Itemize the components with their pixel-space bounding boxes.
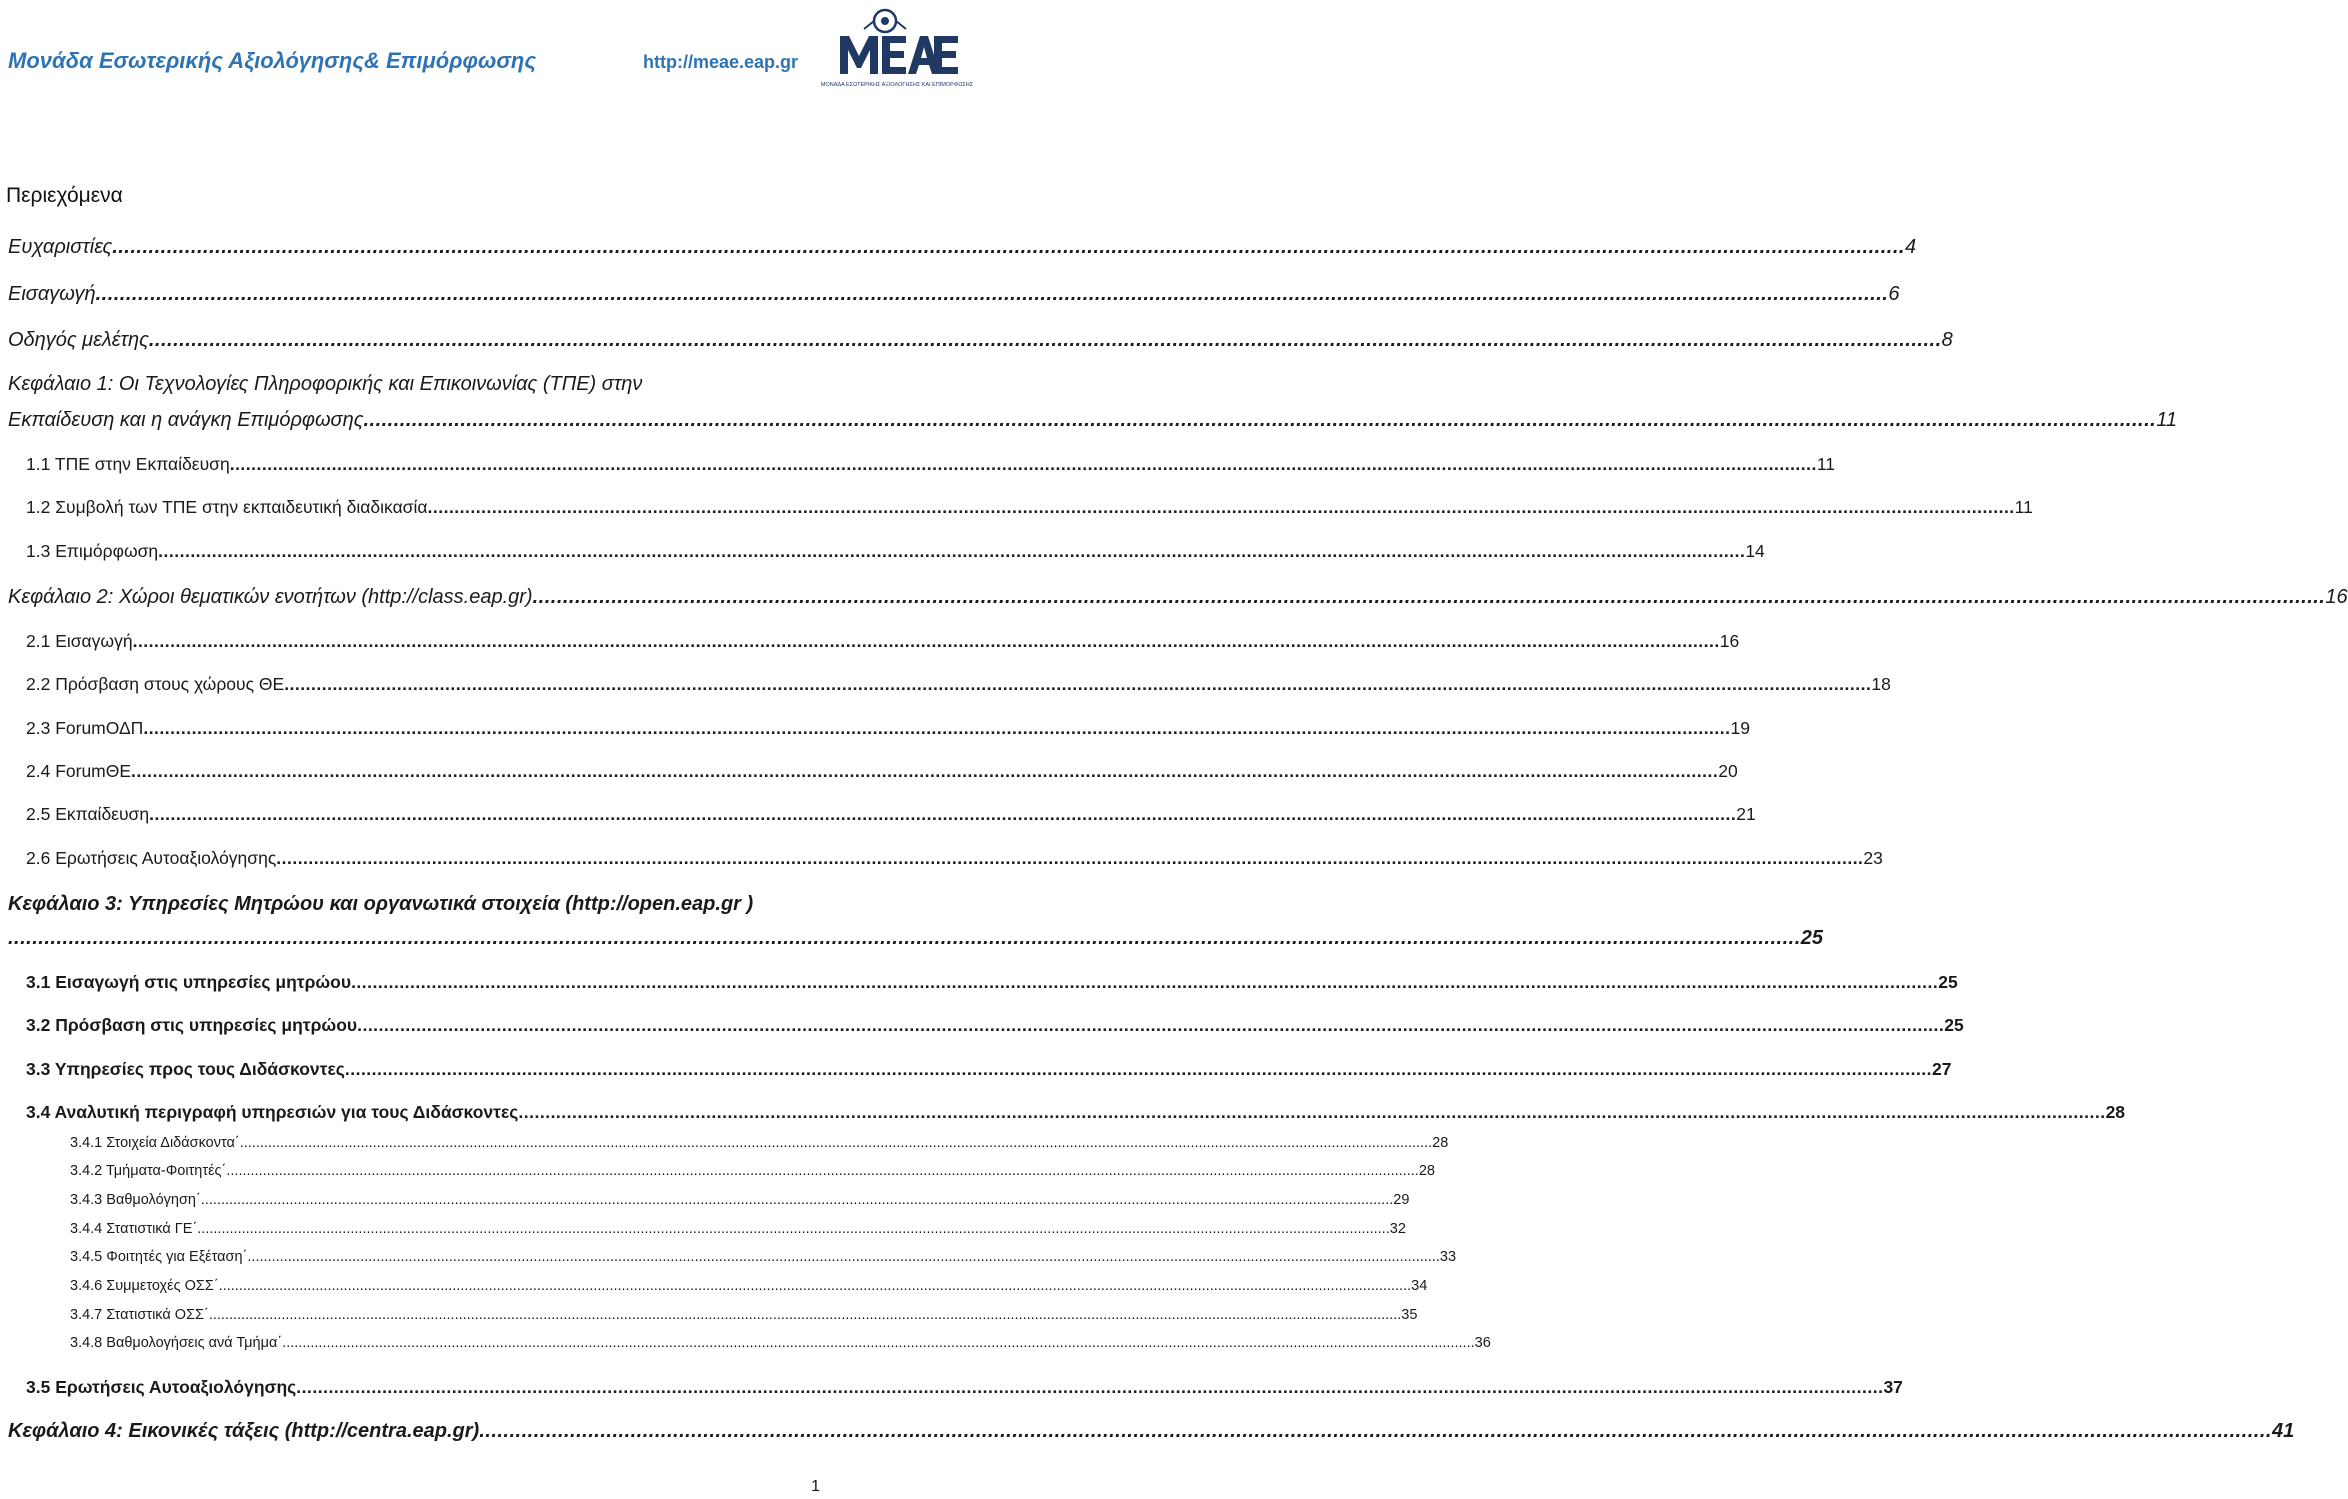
toc-entry-label: 3.4.7 Στατιστικά ΟΣΣ΄: [70, 1307, 209, 1323]
toc-entry-page: 25: [1944, 1015, 1964, 1035]
toc-entry-label: 3.4 Αναλυτική περιγραφή υπηρεσιών για τους Διδάσκοντες: [26, 1102, 519, 1122]
toc-entry[interactable]: [26, 1059, 1952, 1080]
header-url[interactable]: http://meae.eap.gr: [643, 52, 799, 72]
toc-entry-page: 28: [1432, 1135, 1449, 1151]
toc-entry-label: 3.4.8 Βαθμολογήσεις ανά Τμήμα΄: [70, 1335, 283, 1351]
toc-entry-page: 21: [1736, 804, 1756, 824]
logo-subtitle: ΜΟΝΑΔΑ ΕΣΩΤΕΡΙΚΗΣ ΑΞΙΟΛΟΓΗΣΗΣ ΚΑΙ ΕΠΙΜΟΡΦΩΣΗΣ: [820, 82, 974, 88]
toc-entry[interactable]: [26, 454, 1836, 475]
toc-entry-page: 34: [1411, 1278, 1428, 1294]
toc-entry-label: 3.4.2 Τμήματα-Φοιτητές΄: [70, 1163, 227, 1179]
leader-dots: [226, 1163, 1418, 1179]
toc-entry-page: 11: [2156, 409, 2177, 431]
toc-entry-page: 14: [1745, 541, 1765, 561]
toc-entry-label: 1.1 ΤΠΕ στην Εκπαίδευση: [26, 454, 230, 474]
leader-dots: [112, 236, 1905, 259]
toc-entry[interactable]: [26, 1015, 1964, 1036]
leader-dots: [219, 1278, 1411, 1294]
leader-dots: [240, 1135, 1432, 1151]
toc-entry-label: 2.3 ForumΟΔΠ: [26, 718, 144, 738]
toc-entry-page: 4: [1904, 236, 1917, 258]
toc-entry-label-line1[interactable]: Κεφάλαιο 3: Υπηρεσίες Μητρώου και οργανωτικά στοιχεία (http://open.eap.gr ): [8, 893, 754, 915]
toc-entry-label: 3.3 Υπηρεσίες προς τους Διδάσκοντες: [26, 1059, 345, 1079]
toc-entry-label: 2.6 Ερωτήσεις Αυτοαξιολόγησης: [26, 848, 277, 868]
toc-entry-page: 36: [1474, 1335, 1491, 1351]
toc-entry[interactable]: [70, 1307, 1418, 1323]
toc-entry-label: 3.1 Εισαγωγή στις υπηρεσίες μητρώου: [26, 972, 352, 992]
toc-entry-label: 3.5 Ερωτήσεις Αυτοαξιολόγησης: [26, 1377, 297, 1397]
toc-entry-label: 2.5 Εκπαίδευση: [26, 804, 150, 824]
toc-entry-label: Οδηγός μελέτης: [8, 329, 149, 351]
toc-entry[interactable]: [26, 674, 1891, 695]
leader-dots: [8, 927, 1801, 950]
toc-entry-label: 2.1 Εισαγωγή: [26, 631, 133, 651]
toc-entry-label: 3.4.4 Στατιστικά ΓΕ΄: [70, 1221, 198, 1237]
toc-entry-page: 29: [1393, 1192, 1410, 1208]
toc-entry-page: 16: [1719, 631, 1740, 651]
toc-entry[interactable]: [8, 283, 1900, 306]
toc-entry-page: 35: [1401, 1307, 1418, 1323]
leader-dots: [479, 1420, 2272, 1443]
toc-entry-page: 25: [1938, 972, 1958, 992]
toc-entry[interactable]: [8, 236, 1917, 259]
leader-dots: [133, 631, 1720, 652]
toc-entry[interactable]: [26, 497, 2033, 518]
page-number: 1: [811, 1478, 820, 1495]
toc-entry[interactable]: [26, 972, 1958, 993]
toc-entry-label-line1[interactable]: Κεφάλαιο 1: Οι Τεχνολογίες Πληροφορικής και Επικοινωνίας (ΤΠΕ) στην: [8, 373, 643, 395]
toc-entry[interactable]: [8, 927, 1824, 950]
toc-entry[interactable]: [8, 329, 1953, 352]
leader-dots: [143, 718, 1730, 739]
leader-dots: [209, 1307, 1401, 1323]
leader-dots: [276, 848, 1863, 869]
leader-dots: [149, 804, 1736, 825]
leader-dots: [533, 586, 2326, 609]
toc-entry-page: 32: [1389, 1221, 1406, 1237]
toc-entry-page: 27: [1932, 1059, 1952, 1079]
toc-entry-label: Κεφάλαιο 2: Χώροι θεματικών ενοτήτων (http://class.eap.gr): [8, 586, 533, 608]
toc-entry[interactable]: [8, 409, 2177, 432]
toc-entry-page: 8: [1941, 329, 1953, 351]
leader-dots: [428, 497, 2015, 518]
toc-entry-page: 28: [1418, 1163, 1435, 1179]
toc-entry-page: 18: [1871, 674, 1891, 694]
toc-entry-page: 11: [2014, 497, 2033, 517]
toc-entry-page: 6: [1888, 283, 1900, 305]
toc-entry[interactable]: [26, 541, 1765, 562]
leader-dots: [230, 454, 1817, 475]
leader-dots: [284, 674, 1871, 695]
toc-entry-label: Ευχαριστίες: [8, 236, 113, 258]
toc-entry-page: 41: [2271, 1420, 2295, 1442]
toc-entry-page: 16: [2325, 586, 2348, 608]
toc-entry[interactable]: [70, 1221, 1406, 1237]
toc-entry-label: 3.4.1 Στοιχεία Διδάσκοντα΄: [70, 1135, 240, 1151]
toc-entry-page: 11: [1816, 454, 1836, 474]
toc-entry[interactable]: [26, 1377, 1903, 1398]
toc-entry[interactable]: [26, 718, 1750, 739]
toc-heading: Περιεχόμενα: [6, 184, 123, 207]
toc-entry-page: 28: [2105, 1102, 2126, 1122]
toc-entry-label: 3.4.5 Φοιτητές για Εξέταση΄: [70, 1249, 248, 1265]
leader-dots: [345, 1059, 1932, 1080]
leader-dots: [351, 972, 1938, 993]
toc-entry[interactable]: [70, 1278, 1428, 1294]
toc-entry-page: 19: [1730, 718, 1750, 738]
toc-entry[interactable]: [70, 1249, 1457, 1265]
toc-entry-label: Εισαγωγή: [8, 283, 96, 305]
toc-entry-label: Κεφάλαιο 4: Εικονικές τάξεις (http://centra.eap.gr): [8, 1420, 480, 1442]
leader-dots: [96, 283, 1889, 306]
toc-entry[interactable]: [8, 586, 2348, 609]
leader-dots: [363, 409, 2156, 432]
toc-entry[interactable]: [70, 1163, 1435, 1179]
toc-entry[interactable]: [26, 761, 1738, 782]
page-header: [0, 0, 974, 110]
leader-dots: [158, 541, 1745, 562]
toc-entry-label: 2.2 Πρόσβαση στους χώρους ΘΕ: [26, 674, 285, 694]
leader-dots: [201, 1192, 1393, 1208]
toc-entry-page: 20: [1718, 761, 1738, 781]
leader-dots: [149, 329, 1942, 352]
toc-entry[interactable]: [8, 1420, 2295, 1443]
leader-dots: [518, 1102, 2105, 1123]
leader-dots: [282, 1335, 1474, 1351]
toc-entry[interactable]: [70, 1335, 1491, 1351]
leader-dots: [197, 1221, 1389, 1237]
toc-entry[interactable]: [26, 631, 1740, 652]
toc-entry-label: 3.2 Πρόσβαση στις υπηρεσίες μητρώου: [26, 1015, 358, 1035]
leader-dots: [131, 761, 1718, 782]
toc-entry[interactable]: [26, 848, 1883, 869]
meae-logo: [820, 2, 974, 98]
toc-entry[interactable]: [26, 804, 1756, 825]
toc-entry-label: 3.4.6 Συμμετοχές ΟΣΣ΄: [70, 1278, 219, 1294]
toc-entry-label: 1.2 Συμβολή των ΤΠΕ στην εκπαιδευτική διαδικασία: [26, 497, 428, 517]
header-title: Μονάδα Εσωτερικής Αξιολόγησης& Επιμόρφωσης: [8, 48, 537, 73]
leader-dots: [296, 1377, 1883, 1398]
toc-entry-label: 1.3 Επιμόρφωση: [26, 541, 159, 561]
leader-dots: [357, 1015, 1944, 1036]
toc-entry-page: 33: [1439, 1249, 1457, 1265]
toc-entry-label-line2: Εκπαίδευση και η ανάγκη Επιμόρφωσης: [8, 409, 364, 431]
toc-entry-page: 25: [1800, 927, 1824, 949]
toc-entry-label: 2.4 ForumΘΕ: [26, 761, 132, 781]
toc-entry-label: 3.4.3 Βαθμολόγηση΄: [70, 1192, 201, 1208]
toc-entry-page: 37: [1883, 1377, 1903, 1397]
toc-entry[interactable]: [70, 1192, 1410, 1208]
toc-entry-page: 23: [1863, 848, 1883, 868]
toc-entry[interactable]: [26, 1102, 2126, 1123]
leader-dots: [247, 1249, 1439, 1265]
toc-entry[interactable]: [70, 1135, 1449, 1151]
